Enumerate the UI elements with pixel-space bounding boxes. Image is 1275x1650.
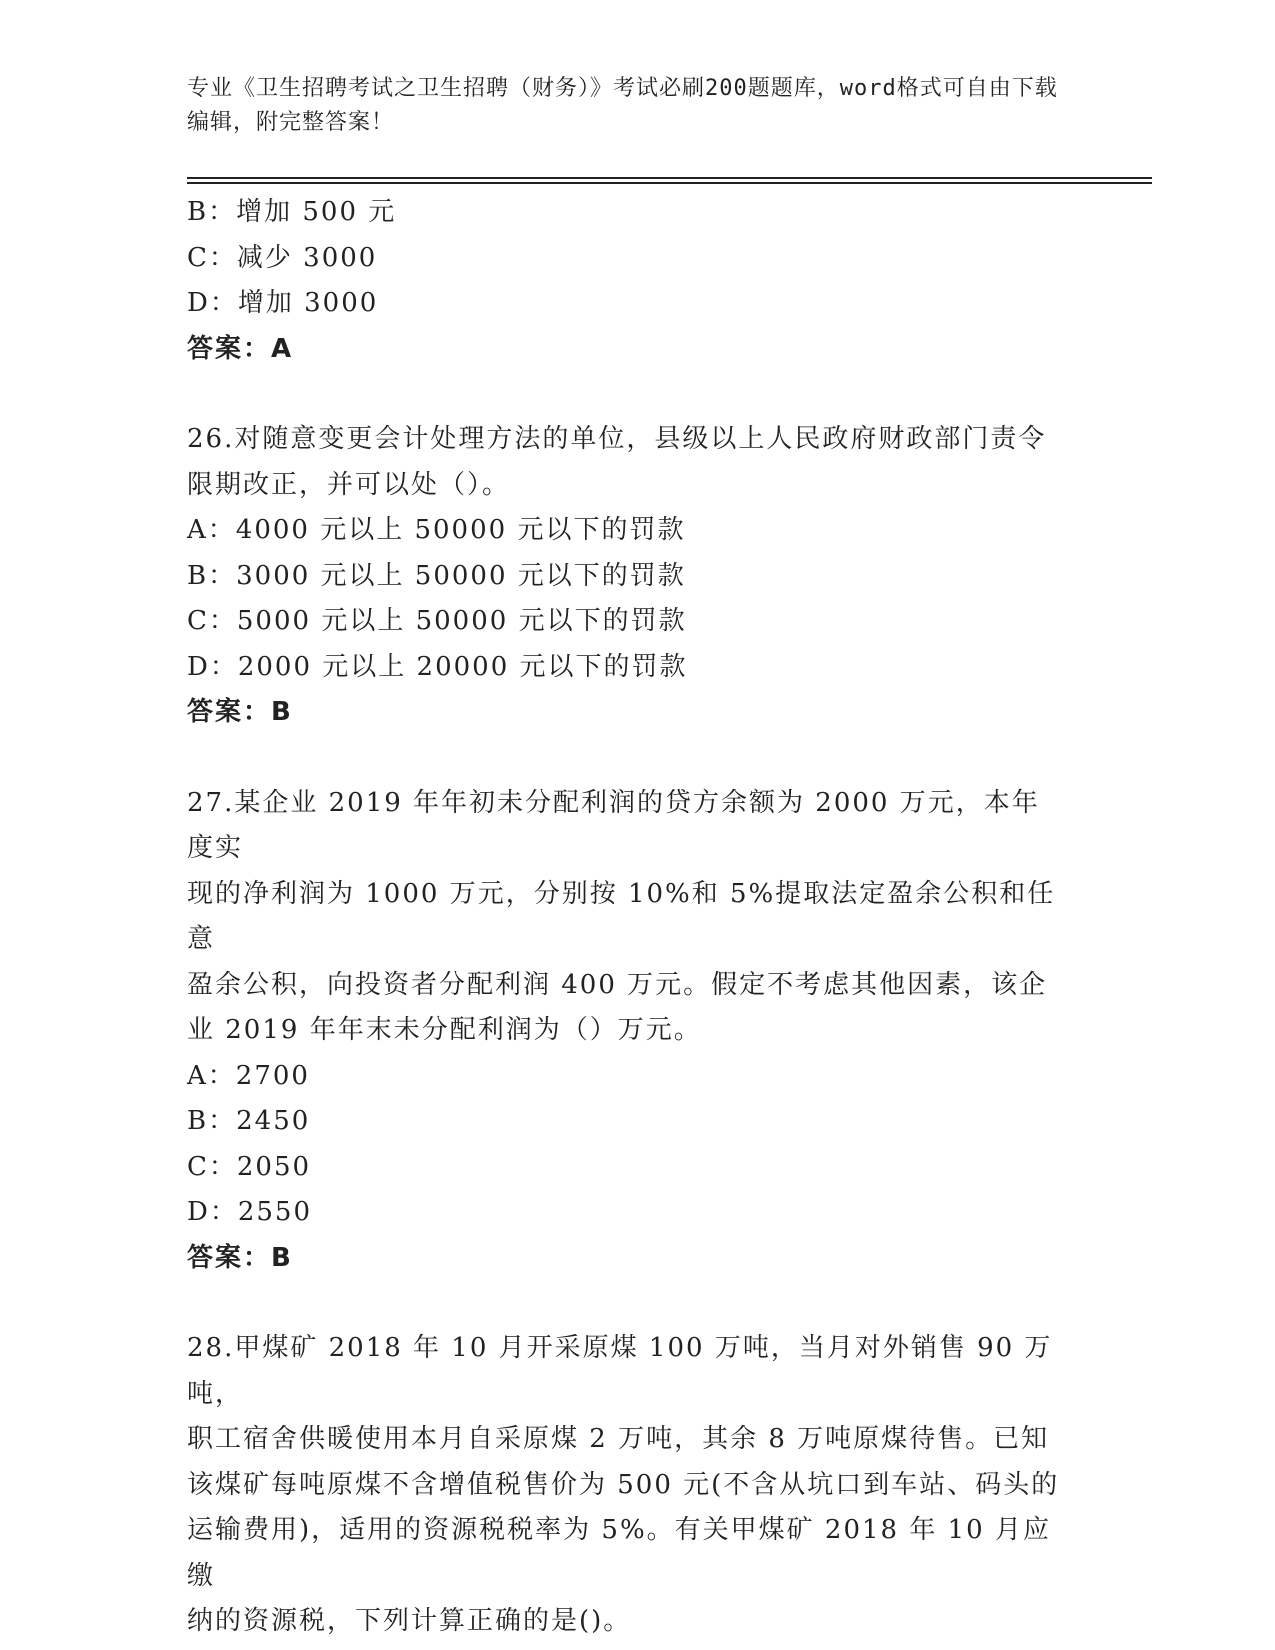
answer-line: 答案：B [187,697,293,727]
document-header [187,72,1067,140]
spacer [187,736,1067,781]
option-d: D：2550 [187,1197,313,1227]
option-b: B：3000 元以上 50000 元以下的罚款 [187,560,686,591]
question-text-line: 业 2019 年年末未分配利润为（）万元。 [187,1015,702,1045]
question-text-line: 盈余公积，向投资者分配利润 400 万元。假定不考虑其他因素，该企 [187,969,1048,1000]
question-text-line: 27.某企业 2019 年年初未分配利润的贷方余额为 2000 万元，本年度实 [187,787,1040,863]
option-d: D：增加 3000 [187,288,379,318]
question-text-line: 限期改正，并可以处（）。 [187,469,511,500]
option-a: A：2700 [187,1060,310,1091]
header-title: 专业《卫生招聘考试之卫生招聘（财务）》考试必刷200题题库，word格式可自由下载编辑，附完整答案！ [187,76,1058,135]
question-text-line: 26.对随意变更会计处理方法的单位，县级以上人民政府财政部门责令 [187,424,1047,454]
option-c: C：5000 元以上 50000 元以下的罚款 [187,606,687,636]
question-text-line: 职工宿舍供暖使用本月自采原煤 2 万吨，其余 8 万吨原煤待售。已知 [187,1424,1050,1454]
question-block-26 [187,417,1067,736]
spacer [187,1281,1067,1326]
question-text-line: 纳的资源税，下列计算正确的是()。 [187,1606,632,1636]
question-content [187,190,1067,1645]
option-b: B：增加 500 元 [187,197,397,227]
answer-line: 答案：A [187,333,294,364]
answer-line: 答案：B [187,1242,293,1273]
question-text-line: 28.甲煤矿 2018 年 10 月开采原煤 100 万吨，当月对外销售 90 万吨， [187,1333,1053,1409]
header-divider-bottom [187,182,1152,184]
question-text-line: 运输费用)，适用的资源税税率为 5%。有关甲煤矿 2018 年 10 月应缴 [187,1515,1051,1591]
header-divider-top [187,177,1152,179]
question-block-prev [187,190,1067,372]
option-d: D：2000 元以上 20000 元以下的罚款 [187,651,688,682]
option-a: A：4000 元以上 50000 元以下的罚款 [187,515,686,545]
question-text-line: 现的净利润为 1000 万元，分别按 10%和 5%提取法定盈余公积和任意 [187,878,1056,954]
question-text-line: 该煤矿每吨原煤不含增值税售价为 500 元(不含从坑口到车站、码头的 [187,1469,1060,1500]
option-c: C：减少 3000 [187,242,378,273]
question-block-27 [187,781,1067,1282]
option-b: B：2450 [187,1106,311,1136]
spacer [187,372,1067,417]
option-c: C：2050 [187,1151,312,1182]
question-block-28 [187,1326,1067,1645]
